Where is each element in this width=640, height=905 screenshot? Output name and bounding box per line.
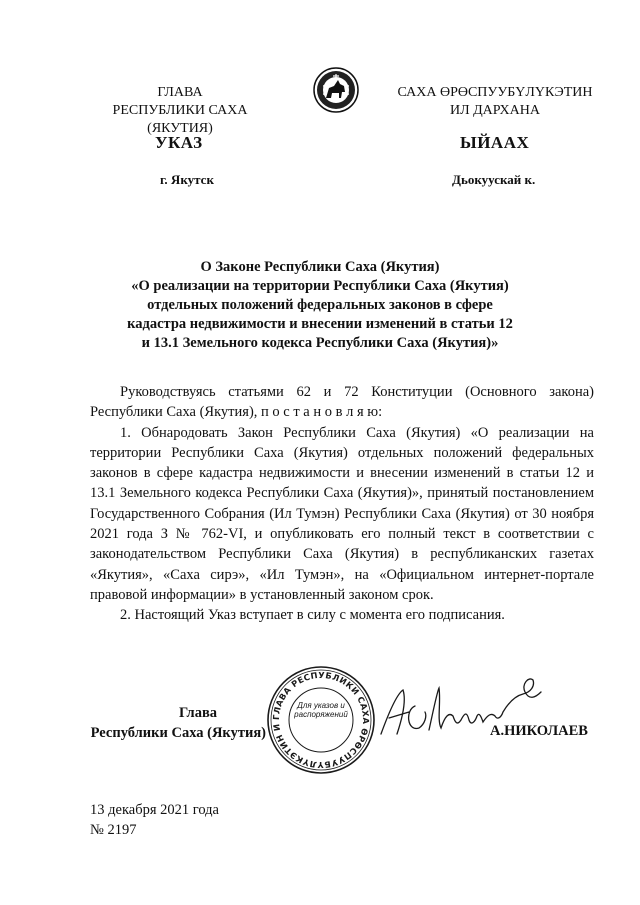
item-2-paragraph: 2. Настоящий Указ вступает в силу с момента его подписания. <box>120 607 505 624</box>
decree-number: № 2197 <box>90 822 137 838</box>
signatory-position <box>90 703 266 743</box>
title-line: О Законе Республики Саха (Якутия) <box>200 259 440 275</box>
coat-of-arms-emblem <box>312 66 360 114</box>
document-body <box>90 382 594 626</box>
title-line: отдельных положений федеральных законов в сфере <box>147 297 493 313</box>
city-sakha: Дьокуускай к. <box>452 172 536 187</box>
signatory-name: А.НИКОЛАЕВ <box>490 723 588 739</box>
stamp-outer-text: ГЛАВА РЕСПУБЛИКИ САХА ӨРӨСПУУБҮЛҮКЭТИН И <box>270 669 372 771</box>
issuer-ru-line2: РЕСПУБЛИКИ САХА (ЯКУТИЯ) <box>112 103 248 136</box>
decree-footer <box>90 800 219 840</box>
decree-heading-sakha: ЫЙААХ <box>460 133 530 152</box>
title-line: кадастра недвижимости и внесении изменений в статьи 12 <box>127 316 513 332</box>
city-ru: г. Якутск <box>160 172 214 187</box>
item-1-paragraph: 1. Обнародовать Закон Республики Саха (Якутия) «О реализации на территории Республики Саха (Якутия) отдельных положений федеральных законов в сфере кадастра недвижимости и внесении изменений в статьи 12 и 13.1 Земельного кодекса Республики Саха (Якутия)», принятый постановлением Государственного Собрания (Ил Тумэн) Республики Саха (Якутия) от 30 ноября 2021 года З № 762-VI, и опубликовать его полный текст в соответствии с законодательством Республики Саха (Якутия) в республиканских газетах «Якутия», «Саха сирэ», «Ил Тумэн», на «Официальном интернет-портале правовой информации» в установленный законом срок. <box>90 424 594 603</box>
issuer-sakha-line1: САХА ӨРӨСПУУБҮЛҮКЭТИН <box>397 85 593 100</box>
issuer-sakha-line2: ИЛ ДАРХАНА <box>449 103 540 118</box>
stamp-inner-text: Для указов и распоряжений <box>294 701 348 719</box>
title-line: и 13.1 Земельного кодекса Республики Саха (Якутия)» <box>141 335 499 351</box>
preamble-paragraph: Руководствуясь статьями 62 и 72 Конституции (Основного закона) Республики Саха (Якутия), п о с т а н о в л я ю: <box>90 384 594 421</box>
document-title <box>90 258 550 353</box>
signatory-position-line1: Глава <box>178 705 218 721</box>
issuer-ru-line1: ГЛАВА <box>157 85 203 100</box>
issuer-ru <box>80 84 280 138</box>
decree-date: 13 декабря 2021 года <box>90 802 219 818</box>
title-line: «О реализации на территории Республики Саха (Якутия) <box>131 278 509 294</box>
official-round-stamp <box>266 665 376 775</box>
decree-heading-ru: УКАЗ <box>155 133 203 152</box>
signatory-position-line2: Республики Саха (Якутия) <box>90 725 266 741</box>
issuer-sakha <box>380 84 610 120</box>
